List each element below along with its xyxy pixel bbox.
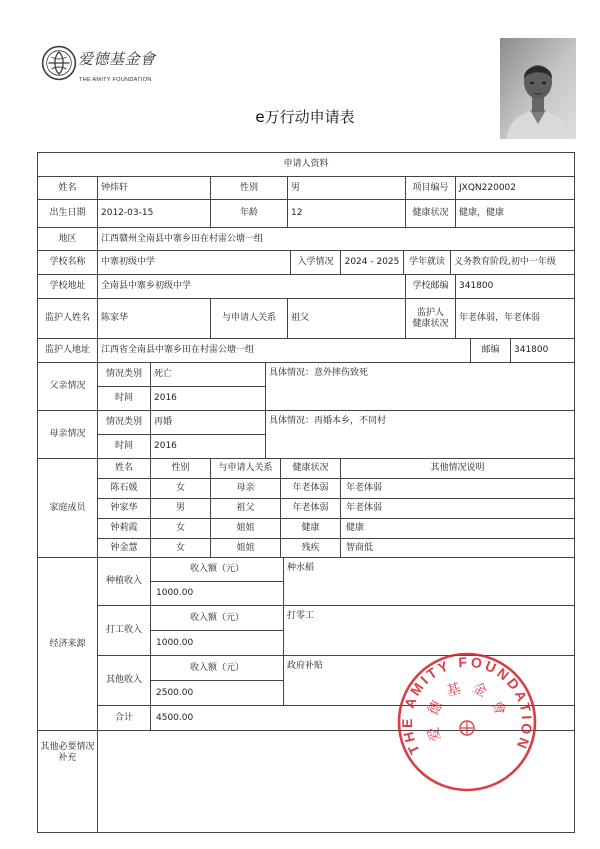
family-member-gender: 男 bbox=[150, 498, 211, 519]
father-label: 父亲情况 bbox=[37, 362, 98, 411]
family-member-name: 钟金慧 bbox=[97, 538, 151, 558]
income-row-label: 其他收入 bbox=[97, 655, 151, 706]
family-member-notes: 健康 bbox=[340, 518, 575, 539]
name-label: 姓名 bbox=[37, 176, 98, 200]
school-label: 学校名称 bbox=[37, 250, 98, 275]
applicant-photo bbox=[500, 38, 576, 139]
guardian-relation-value: 祖父 bbox=[287, 298, 406, 339]
mother-category-label: 情况类别 bbox=[97, 410, 151, 435]
family-member-gender: 女 bbox=[150, 538, 211, 558]
family-member-relation: 姐姐 bbox=[210, 538, 281, 558]
income-total-label: 合计 bbox=[97, 705, 151, 731]
enroll-label: 入学情况 bbox=[290, 250, 341, 275]
guardian-relation-label: 与申请人关系 bbox=[210, 298, 288, 339]
form-title: e万行动申请表 bbox=[255, 108, 355, 126]
family-member-health: 年老体弱 bbox=[280, 498, 341, 519]
health-label: 健康状况 bbox=[405, 199, 456, 228]
school-address-label: 学校地址 bbox=[37, 274, 98, 299]
family-member-gender: 女 bbox=[150, 518, 211, 539]
father-time-value: 2016 bbox=[150, 386, 266, 411]
guardian-address-label: 监护人地址 bbox=[37, 338, 98, 363]
school-postcode-label: 学校邮编 bbox=[405, 274, 456, 299]
amity-foundation-emblem-icon bbox=[41, 45, 77, 81]
photo-eye-right bbox=[542, 82, 546, 84]
guardian-postcode-label: 邮编 bbox=[470, 338, 511, 363]
logo-name-cn: 爱德基金會 bbox=[78, 50, 156, 68]
logo-name-en: THE AMITY FOUNDATION bbox=[79, 77, 152, 83]
income-amount-value: 1000.00 bbox=[150, 630, 284, 656]
guardian-health-value: 年老体弱，年老体弱 bbox=[455, 298, 575, 339]
income-note: 种水稻 bbox=[283, 557, 575, 606]
family-header-notes: 其他情况说明 bbox=[340, 458, 575, 479]
family-member-notes: 智商低 bbox=[340, 538, 575, 558]
stamp-outer-text-path: THE AMITY FOUNDATION bbox=[398, 653, 536, 758]
family-label: 家庭成员 bbox=[37, 458, 98, 558]
father-category-label: 情况类别 bbox=[97, 362, 151, 387]
mother-detail: 具体情况：再婚本乡，不同村 bbox=[265, 410, 575, 459]
father-time-label: 时间 bbox=[97, 386, 151, 411]
family-member-relation: 母亲 bbox=[210, 478, 281, 499]
guardian-name-label: 监护人姓名 bbox=[37, 298, 98, 339]
family-member-notes: 年老体弱 bbox=[340, 478, 575, 499]
guardian-health-label-line1: 监护人 bbox=[416, 307, 444, 318]
health-value: 健康，健康 bbox=[455, 199, 575, 228]
family-member-relation: 姐姐 bbox=[210, 518, 281, 539]
project-no-label: 项目编号 bbox=[405, 176, 456, 200]
family-header-name: 姓名 bbox=[97, 458, 151, 479]
mother-category-value: 再婚 bbox=[150, 410, 266, 435]
school-postcode-value: 341800 bbox=[455, 274, 575, 299]
birth-value: 2012-03-15 bbox=[97, 199, 211, 228]
grade-label: 学年就读 bbox=[403, 250, 451, 275]
family-member-health: 健康 bbox=[280, 518, 341, 539]
income-note: 政府补贴 bbox=[283, 655, 575, 706]
family-member-health: 残疾 bbox=[280, 538, 341, 558]
mother-time-label: 时间 bbox=[97, 434, 151, 459]
grade-value: 义务教育阶段,初中一年级 bbox=[450, 250, 575, 275]
income-label: 经济来源 bbox=[37, 557, 98, 731]
other-info-label-line2: 补充 bbox=[58, 753, 77, 763]
family-member-health: 年老体弱 bbox=[280, 478, 341, 499]
family-header-health: 健康状况 bbox=[280, 458, 341, 479]
birth-label: 出生日期 bbox=[37, 199, 98, 228]
foundation-seal-stamp bbox=[393, 648, 541, 796]
income-amount-value: 1000.00 bbox=[150, 581, 284, 606]
guardian-postcode-value: 341800 bbox=[510, 338, 575, 363]
name-value: 钟炜轩 bbox=[97, 176, 211, 200]
family-member-notes: 年老体弱 bbox=[340, 498, 575, 519]
region-label: 地区 bbox=[37, 227, 98, 251]
father-detail: 具体情况：意外摔伤致死 bbox=[265, 362, 575, 411]
family-member-relation: 祖父 bbox=[210, 498, 281, 519]
mother-time-value: 2016 bbox=[150, 434, 266, 459]
father-category-value: 死亡 bbox=[150, 362, 266, 387]
family-member-name: 钟莉霞 bbox=[97, 518, 151, 539]
school-value: 中寨初级中学 bbox=[97, 250, 291, 275]
guardian-health-label bbox=[405, 298, 456, 339]
income-row-label: 打工收入 bbox=[97, 605, 151, 656]
stamp-outer-text bbox=[399, 654, 535, 757]
school-address-value: 全南县中寨乡初级中学 bbox=[97, 274, 406, 299]
income-amount-label: 收入额（元） bbox=[150, 655, 284, 681]
stamp-inner-text-path: 爱德基金會 bbox=[423, 678, 511, 743]
other-info-label bbox=[37, 730, 98, 833]
family-member-name: 钟家华 bbox=[97, 498, 151, 519]
photo-eye-left bbox=[530, 82, 534, 84]
gender-value: 男 bbox=[287, 176, 406, 200]
guardian-health-label-line2: 健康状况 bbox=[412, 318, 449, 329]
income-amount-label: 收入额（元） bbox=[150, 605, 284, 631]
amity-foundation-logo bbox=[40, 44, 162, 86]
income-amount-label: 收入额（元） bbox=[150, 557, 284, 582]
income-note: 打零工 bbox=[283, 605, 575, 656]
family-member-gender: 女 bbox=[150, 478, 211, 499]
gender-label: 性别 bbox=[210, 176, 288, 200]
enroll-value: 2024 - 2025 bbox=[340, 250, 404, 275]
project-no-value: JXQN220002 bbox=[455, 176, 575, 200]
guardian-name-value: 陈家华 bbox=[97, 298, 211, 339]
age-value: 12 bbox=[287, 199, 406, 228]
family-header-relation: 与申请人关系 bbox=[210, 458, 281, 479]
guardian-address-value: 江西省全南县中寨乡田在村雷公塘一组 bbox=[97, 338, 471, 363]
family-header-gender: 性别 bbox=[150, 458, 211, 479]
income-amount-value: 2500.00 bbox=[150, 680, 284, 706]
age-label: 年龄 bbox=[210, 199, 288, 228]
section-title: 申请人资料 bbox=[37, 152, 575, 177]
income-total-value: 4500.00 bbox=[150, 705, 575, 731]
mother-label: 母亲情况 bbox=[37, 410, 98, 459]
stamp-center-cross-icon bbox=[461, 722, 473, 734]
family-member-name: 陈石媛 bbox=[97, 478, 151, 499]
other-info-label-line1: 其他必要情况 bbox=[40, 742, 95, 752]
region-value: 江西赣州全南县中寨乡田在村雷公塘一组 bbox=[97, 227, 575, 251]
photo-neck bbox=[532, 97, 544, 112]
income-row-label: 种植收入 bbox=[97, 557, 151, 606]
